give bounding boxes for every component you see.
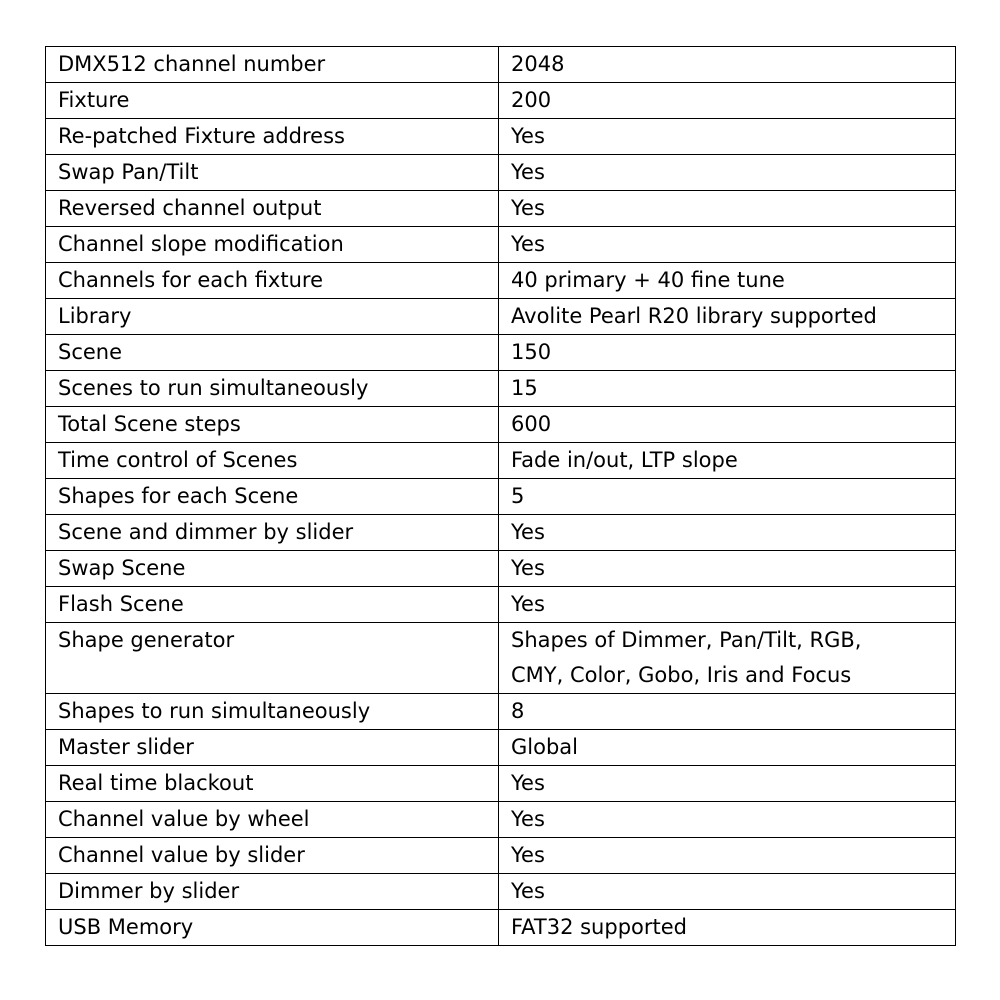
feature-cell: Re-patched Fixture address (46, 119, 499, 155)
table-row (46, 299, 956, 335)
value-line: FAT32 supported (511, 915, 687, 939)
table-row (46, 479, 956, 515)
value-cell (499, 730, 956, 766)
table-row (46, 587, 956, 623)
value-cell (499, 515, 956, 551)
value-line: Yes (511, 807, 545, 831)
table-row (46, 515, 956, 551)
table-row (46, 263, 956, 299)
value-cell (499, 47, 956, 83)
table-row (46, 371, 956, 407)
feature-cell: Master slider (46, 730, 499, 766)
value-line: Yes (511, 592, 545, 616)
feature-cell: Fixture (46, 83, 499, 119)
table-row (46, 119, 956, 155)
value-cell (499, 299, 956, 335)
table-row (46, 551, 956, 587)
value-cell (499, 443, 956, 479)
table-row (46, 910, 956, 946)
value-line: 600 (511, 412, 552, 436)
feature-cell: Channel value by slider (46, 838, 499, 874)
value-cell (499, 766, 956, 802)
table-row (46, 335, 956, 371)
table-row (46, 47, 956, 83)
table-row (46, 730, 956, 766)
feature-cell: Channels for each fixture (46, 263, 499, 299)
value-line: Yes (511, 124, 545, 148)
value-cell (499, 83, 956, 119)
value-cell (499, 874, 956, 910)
feature-cell: Library (46, 299, 499, 335)
table-row (46, 227, 956, 263)
value-cell (499, 623, 956, 694)
value-cell (499, 371, 956, 407)
value-cell (499, 407, 956, 443)
value-cell (499, 335, 956, 371)
value-line: 15 (511, 376, 538, 400)
feature-cell: Dimmer by slider (46, 874, 499, 910)
value-cell (499, 802, 956, 838)
spec-table-body (46, 47, 956, 946)
value-cell (499, 263, 956, 299)
value-cell (499, 227, 956, 263)
value-cell (499, 551, 956, 587)
value-cell (499, 155, 956, 191)
feature-cell: Shapes for each Scene (46, 479, 499, 515)
value-line: Shapes of Dimmer, Pan/Tilt, RGB, (511, 628, 862, 652)
value-line: 8 (511, 699, 525, 723)
value-cell (499, 191, 956, 227)
spec-table (45, 46, 956, 946)
value-line: 5 (511, 484, 525, 508)
feature-cell: USB Memory (46, 910, 499, 946)
feature-cell: Scene (46, 335, 499, 371)
feature-cell: Reversed channel output (46, 191, 499, 227)
value-line: Yes (511, 843, 545, 867)
feature-cell: Shapes to run simultaneously (46, 694, 499, 730)
value-line: 2048 (511, 52, 565, 76)
feature-cell: Scenes to run simultaneously (46, 371, 499, 407)
feature-cell: Channel value by wheel (46, 802, 499, 838)
feature-cell: Swap Scene (46, 551, 499, 587)
table-row (46, 407, 956, 443)
value-line: Yes (511, 232, 545, 256)
table-row (46, 838, 956, 874)
table-row (46, 155, 956, 191)
table-row (46, 802, 956, 838)
value-line: 40 primary + 40 fine tune (511, 268, 785, 292)
feature-cell: Real time blackout (46, 766, 499, 802)
value-cell (499, 838, 956, 874)
value-line: Yes (511, 196, 545, 220)
value-line: Global (511, 735, 578, 759)
value-cell (499, 910, 956, 946)
value-line: Yes (511, 160, 545, 184)
table-row (46, 694, 956, 730)
value-cell (499, 119, 956, 155)
table-row (46, 874, 956, 910)
value-line: Yes (511, 520, 545, 544)
value-line: 150 (511, 340, 552, 364)
value-cell (499, 587, 956, 623)
value-line: Yes (511, 556, 545, 580)
value-line: Fade in/out, LTP slope (511, 448, 738, 472)
table-row (46, 623, 956, 694)
table-row (46, 443, 956, 479)
value-cell (499, 694, 956, 730)
feature-cell: Scene and dimmer by slider (46, 515, 499, 551)
value-line: Avolite Pearl R20 library supported (511, 304, 877, 328)
value-line: Yes (511, 879, 545, 903)
table-row (46, 766, 956, 802)
value-line: Yes (511, 771, 545, 795)
feature-cell: Time control of Scenes (46, 443, 499, 479)
feature-cell: Channel slope modification (46, 227, 499, 263)
feature-cell: Total Scene steps (46, 407, 499, 443)
table-row (46, 191, 956, 227)
table-row (46, 83, 956, 119)
value-cell (499, 479, 956, 515)
value-line: 200 (511, 88, 552, 112)
feature-cell: Shape generator (46, 623, 499, 694)
feature-cell: Swap Pan/Tilt (46, 155, 499, 191)
feature-cell: Flash Scene (46, 587, 499, 623)
feature-cell: DMX512 channel number (46, 47, 499, 83)
value-line: CMY, Color, Gobo, Iris and Focus (511, 663, 852, 687)
